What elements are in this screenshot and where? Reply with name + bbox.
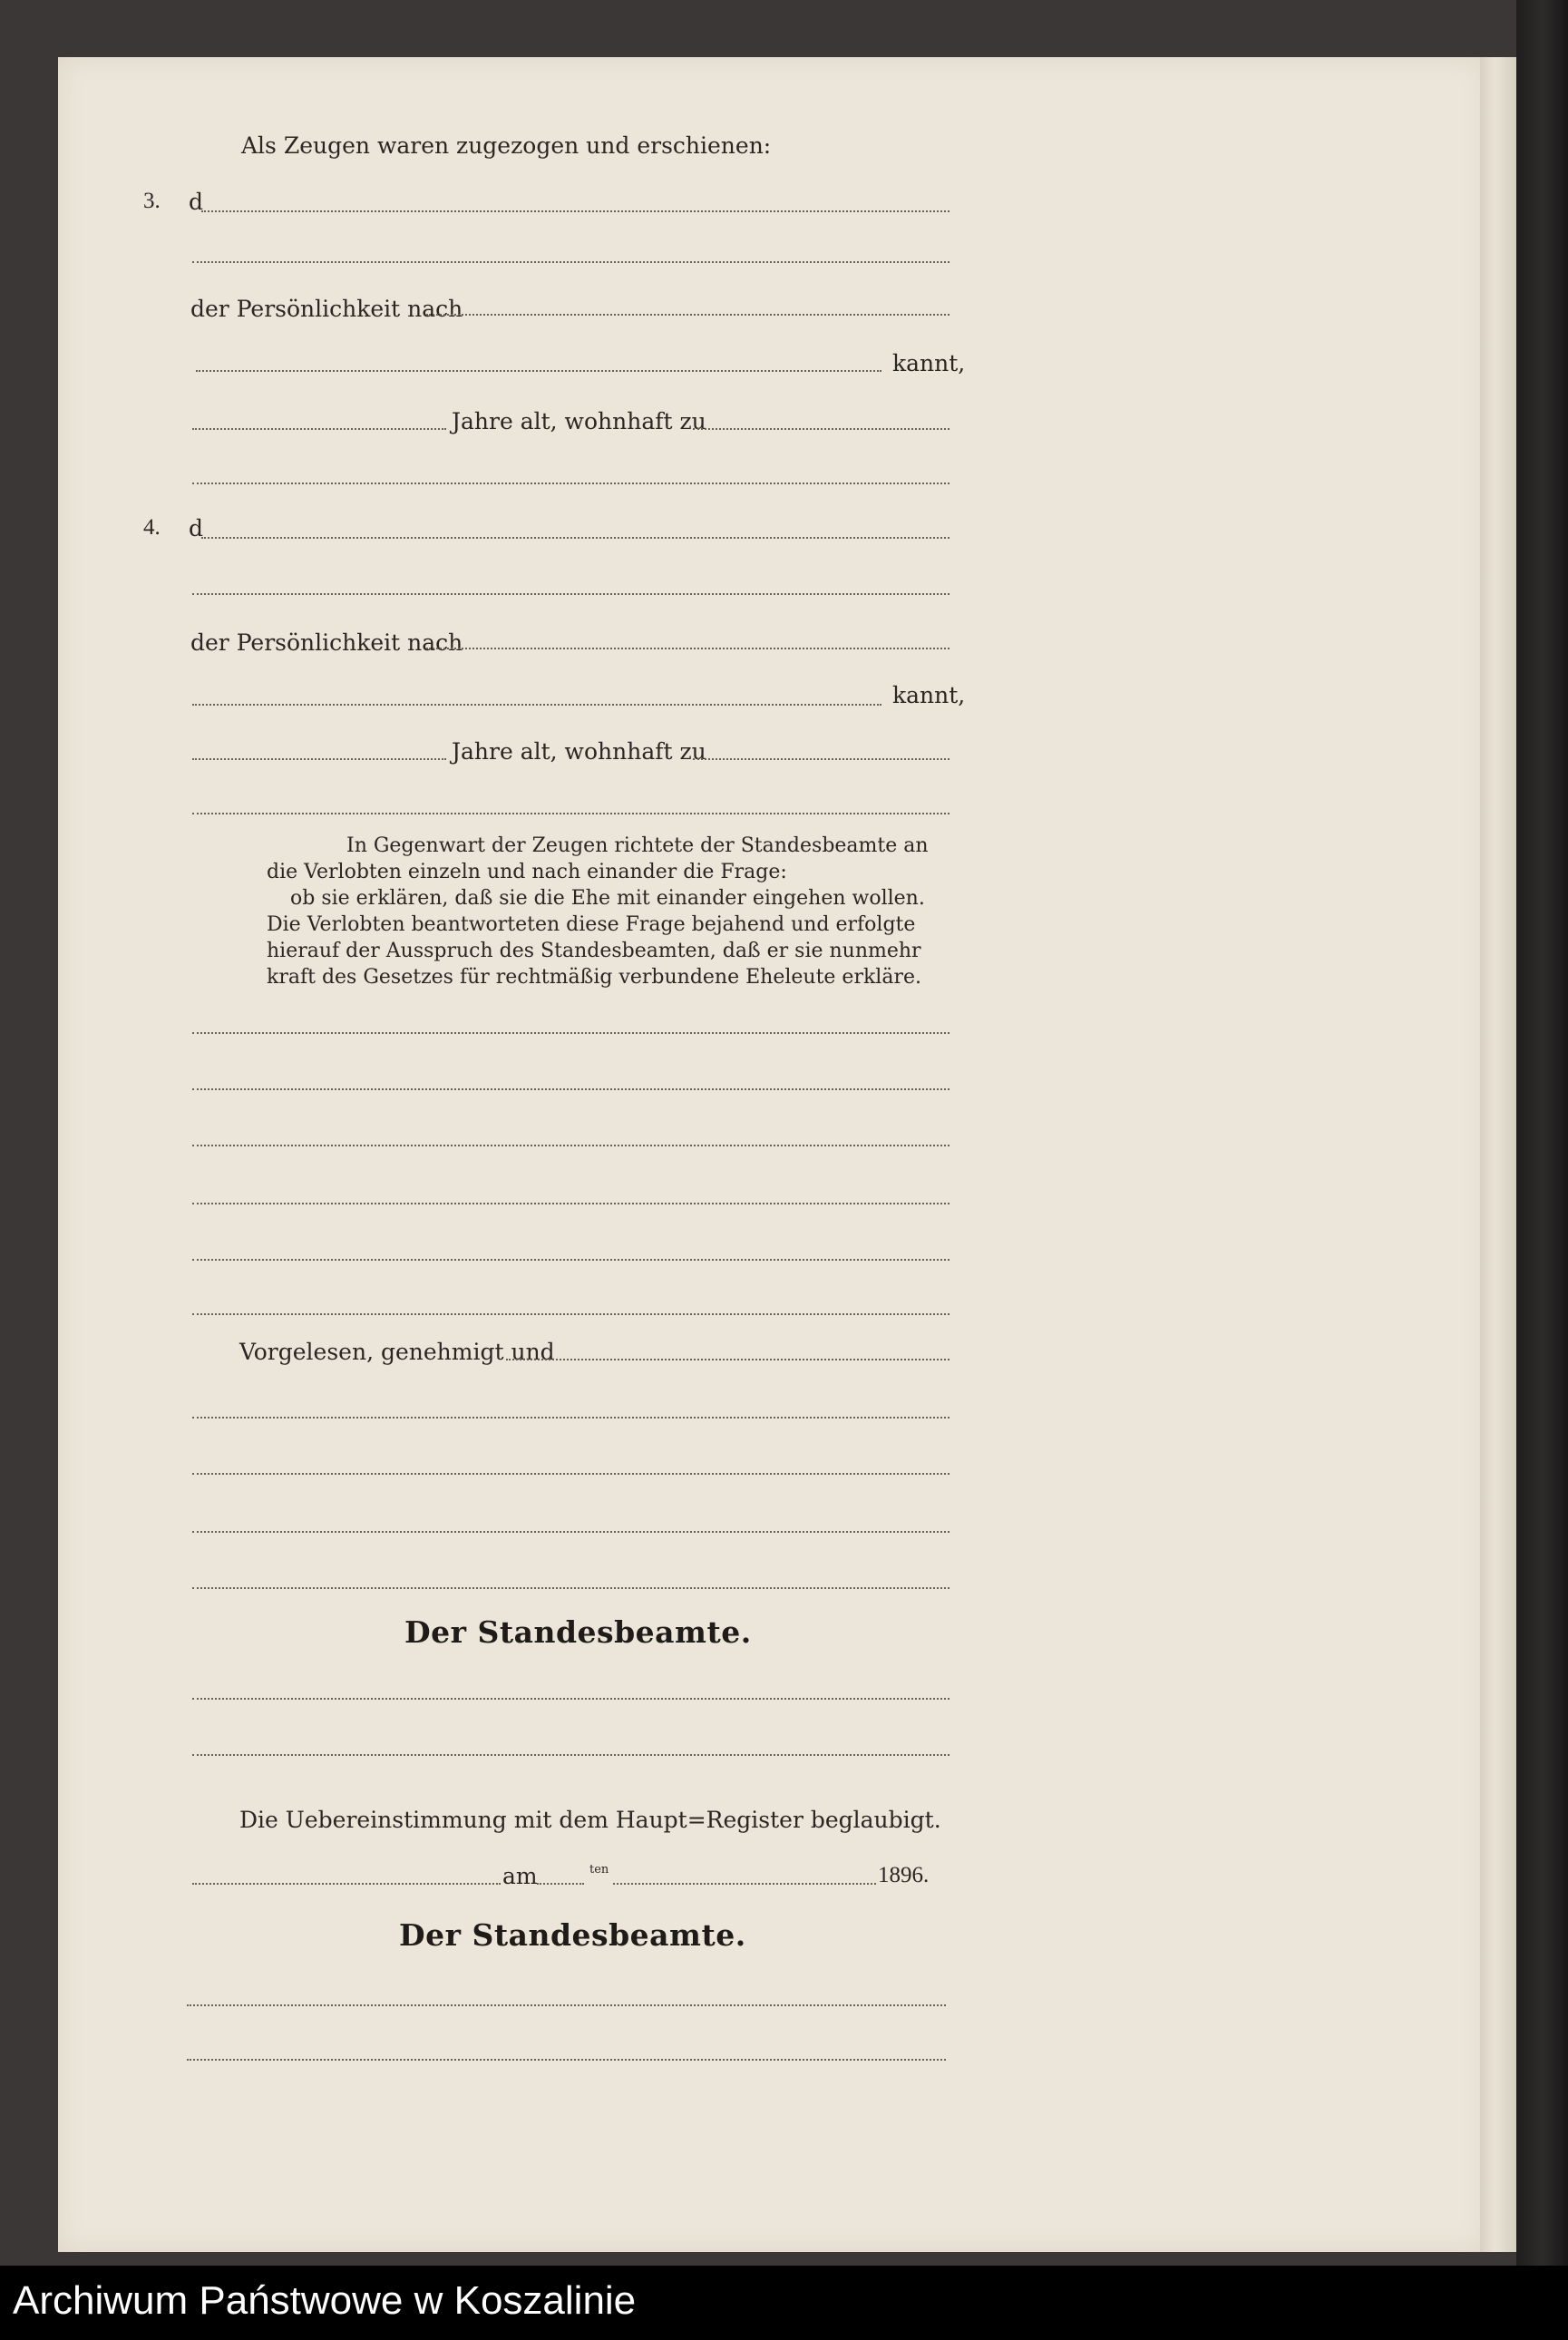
witness-3-prefix: d [189, 189, 204, 215]
witness-4-line-6[interactable] [192, 813, 950, 814]
witness-3-name-line[interactable] [201, 210, 950, 212]
witness-3-personality-line[interactable] [426, 314, 950, 316]
archive-name: Archiwum Państwowe w Koszalinie [13, 2278, 637, 2323]
page-edge [1480, 57, 1516, 2252]
signature-line-1[interactable] [192, 1417, 950, 1419]
witness-4-age-line[interactable] [192, 758, 446, 760]
notes-line-5[interactable] [192, 1259, 950, 1261]
declaration-line: die Verlobten einzeln und nach einander die Frage: [267, 861, 787, 883]
date-year: 1896. [878, 1863, 930, 1887]
witness-3-kannt: kannt, [892, 350, 966, 376]
declaration-line: hierauf der Ausspruch des Standesbeamten, daß er sie nunmehr [267, 940, 921, 962]
signature-line-3[interactable] [192, 1531, 950, 1533]
witness-3-line-6[interactable] [192, 483, 950, 484]
witness-4-prefix: d [189, 515, 204, 541]
witness-3-known-line[interactable] [196, 370, 881, 372]
signature-line-2[interactable] [192, 1473, 950, 1475]
notes-line-3[interactable] [192, 1145, 950, 1146]
declaration-line: In Gegenwart der Zeugen richtete der Standesbeamte an [346, 834, 929, 857]
registrar-2-signature-line-1[interactable] [187, 2004, 946, 2006]
certification-place-line[interactable] [192, 1883, 501, 1885]
registrar-signature-line-2[interactable] [192, 1754, 950, 1756]
witnesses-intro: Als Zeugen waren zugezogen und erschienen: [241, 132, 772, 159]
declaration-line: ob sie erklären, daß sie die Ehe mit einander eingehen wollen. [290, 887, 925, 910]
declaration-line: kraft des Gesetzes für rechtmäßig verbundene Eheleute erkläre. [267, 966, 921, 989]
witness-4-known-line[interactable] [192, 704, 881, 706]
witness-4-residence-line[interactable] [693, 758, 950, 760]
read-approved-line[interactable] [506, 1359, 950, 1360]
notes-line-4[interactable] [192, 1203, 950, 1204]
declaration-paragraph [225, 833, 949, 990]
witness-3-residence-line[interactable] [693, 428, 950, 430]
registrar-heading-2: Der Standesbeamte. [399, 1917, 746, 1953]
document-page [58, 57, 1486, 2252]
notes-line-6[interactable] [192, 1313, 950, 1315]
read-approved-label: Vorgelesen, genehmigt und [239, 1339, 555, 1365]
notes-line-2[interactable] [192, 1088, 950, 1090]
witness-4-personality-label: der Persönlichkeit nach [190, 629, 463, 656]
registrar-2-signature-line-2[interactable] [187, 2059, 946, 2061]
witness-4-line-2[interactable] [192, 593, 950, 595]
witness-4-personality-line[interactable] [426, 648, 950, 649]
witness-4-number: 4. [143, 515, 161, 540]
certification-text: Die Uebereinstimmung mit dem Haupt=Register beglaubigt. [239, 1807, 941, 1833]
registrar-signature-line-1[interactable] [192, 1698, 950, 1700]
witness-4-name-line[interactable] [201, 537, 950, 539]
witness-3-age-line[interactable] [192, 428, 446, 430]
registrar-heading-1: Der Standesbeamte. [404, 1614, 752, 1650]
certification-day-line[interactable] [537, 1883, 584, 1885]
declaration-line: Die Verlobten beantworteten diese Frage bejahend und erfolgte [267, 913, 916, 936]
signature-line-4[interactable] [192, 1587, 950, 1589]
witness-3-line-2[interactable] [192, 261, 950, 263]
notes-line-1[interactable] [192, 1032, 950, 1034]
certification-month-line[interactable] [613, 1883, 876, 1885]
witness-4-age-label: Jahre alt, wohnhaft zu [452, 738, 706, 765]
witness-3-personality-label: der Persönlichkeit nach [190, 296, 463, 322]
witness-3-age-label: Jahre alt, wohnhaft zu [452, 408, 706, 434]
archive-footer [0, 2266, 1568, 2340]
witness-4-kannt: kannt, [892, 682, 966, 708]
date-ten-suffix: ten [589, 1863, 609, 1877]
date-am-label: am [502, 1863, 538, 1889]
book-binding [1516, 0, 1568, 2266]
witness-3-number: 3. [143, 189, 161, 213]
